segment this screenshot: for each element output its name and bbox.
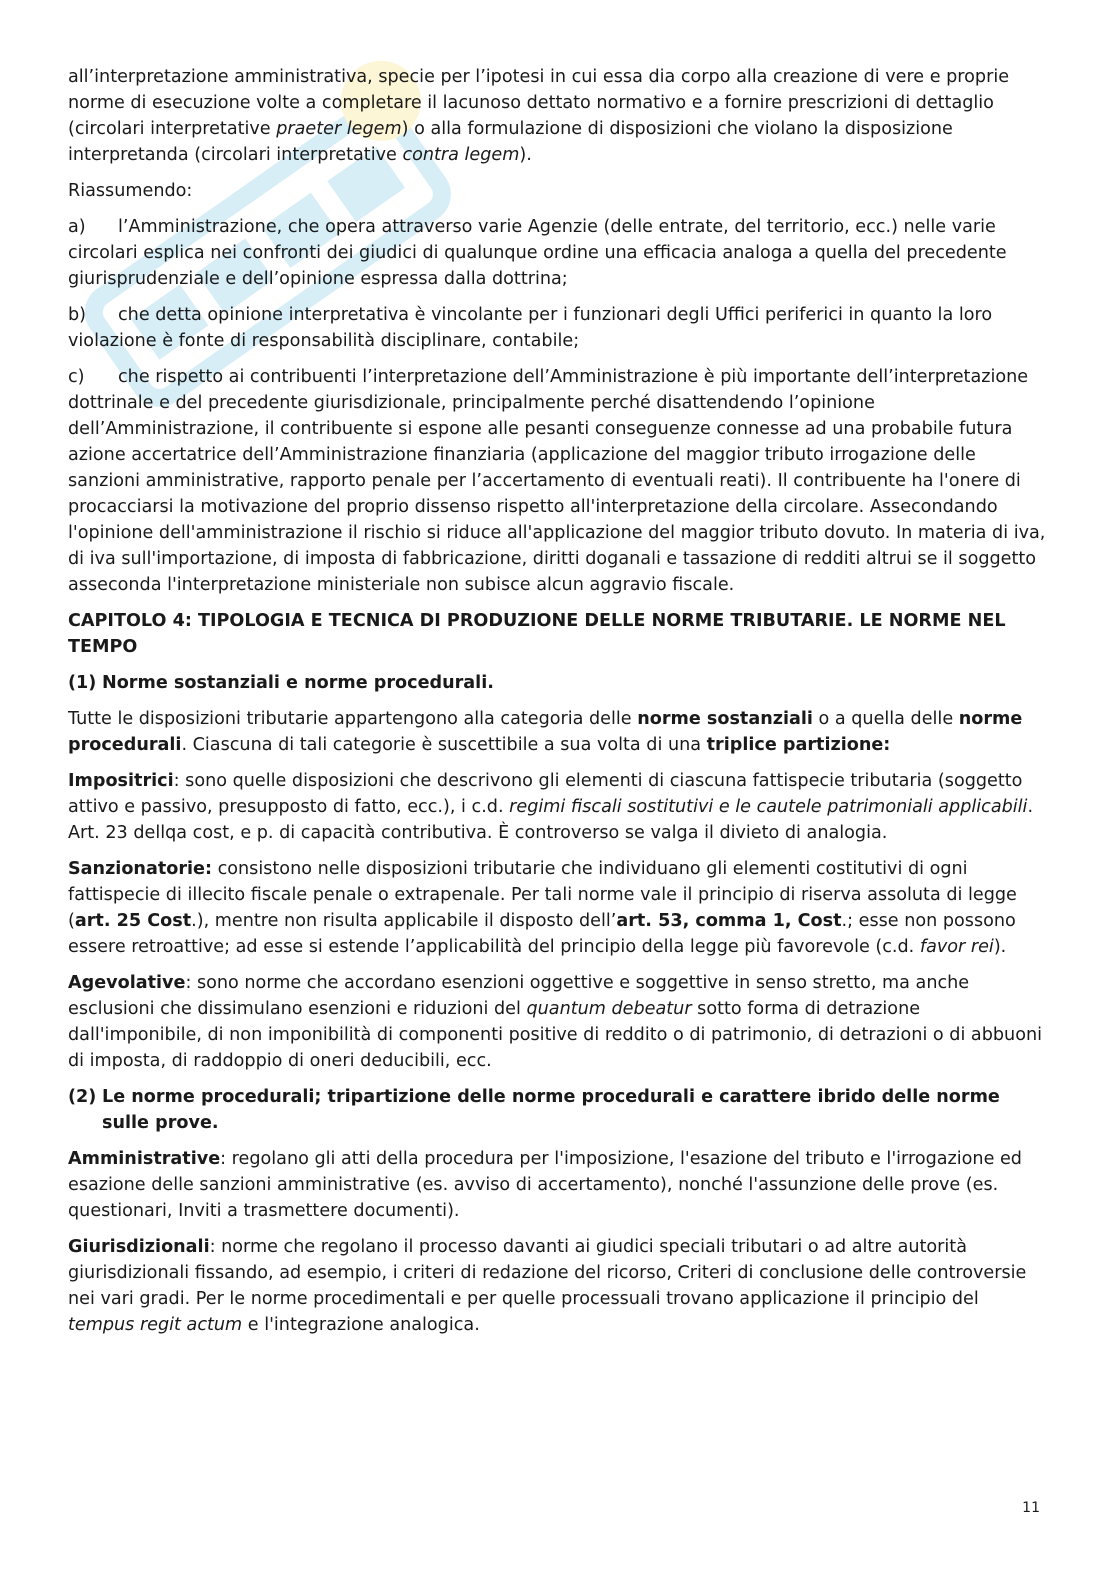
paragraph-agevolative: Agevolative: sono norme che accordano esenzioni oggettive e soggettive in senso stretto, ma anche esclusioni che dissimulano esenzioni e riduzioni del quantum debeatur sotto forma di detrazione dall'imponibile, di non imponibilità di componenti positive di reddito o di patrimonio, di detrazioni o di abbuoni di imposta, di raddoppio di oneri deducibili, ecc. — [68, 973, 1042, 1071]
paragraph-interpretazione: all’interpretazione amministrativa, specie per l’ipotesi in cui essa dia corpo alla creazione di vere e proprie norme di esecuzione volte a completare il lacunoso dettato normativo e a fornire prescrizioni di dettaglio (circolari interpretative praeter legem) o alla formulazione di disposizioni che violano la disposizione interpretanda (circolari interpretative contra legem). — [68, 67, 1010, 165]
section-2-heading: (2) Le norme procedurali; tripartizione delle norme procedurali e carattere ibrido delle norme sulle prove. — [68, 1087, 1000, 1133]
chapter-title: CAPITOLO 4: TIPOLOGIA E TECNICA DI PRODUZIONE DELLE NORME TRIBUTARIE. LE NORME NEL TEMPO — [68, 611, 1006, 657]
paragraph-intro: Tutte le disposizioni tributarie appartengono alla categoria delle norme sostanziali o a quella delle norme procedurali. Ciascuna di tali categorie è suscettibile a sua volta di una triplice partizione: — [68, 709, 1023, 755]
paragraph-giurisdizionali: Giurisdizionali: norme che regolano il processo davanti ai giudici speciali tributari o ad altre autorità giurisdizionali fissando, ad esempio, i criteri di redazione del ricorso, Criteri di conclusione delle controversie nei vari gradi. Per le norme procedimentali e per quelle processuali trovano applicazione il principio del tempus regit actum e l'integrazione analogica. — [68, 1237, 1027, 1335]
paragraph-amministrative: Amministrative: regolano gli atti della procedura per l'imposizione, l'esazione del tributo e l'irrogazione ed esazione delle sanzioni amministrative (es. avviso di accertamento), nonché l'assunzione delle prove (es. questionari, Inviti a trasmettere documenti). — [68, 1149, 1022, 1221]
page-number: 11 — [1022, 1500, 1040, 1516]
list-item-c: c) che rispetto ai contribuenti l’interpretazione dell’Amministrazione è più importante dell’interpretazione dottrinale e del precedente giurisdizionale, principalmente perché disattendendo l’opinione dell’Amministrazione, il contribuente si espone alle pesanti conseguenze connesse ad una probabile futura azione accertatrice dell’Amministrazione finanziaria (applicazione del maggior tributo irrogazione delle sanzioni amministrative, rapporto penale per l’accertamento di eventuali reati). Il contribuente ha l'onere di procacciarsi la motivazione del proprio dissenso rispetto all'interpretazione della circolare. Assecondando l'opinione dell'amministrazione il rischio si riduce all'applicazione del maggior tributo dovuto. In materia di iva, di iva sull'importazione, di imposta di fabbricazione, diritti doganali e tassazione di redditi altrui se il soggetto asseconda l'interpretazione ministeriale non subisce alcun aggravio fiscale. — [68, 367, 1046, 595]
paragraph-impositrici: Impositrici: sono quelle disposizioni che descrivono gli elementi di ciascuna fattispecie tributaria (soggetto attivo e passivo, presupposto di fatto, ecc.), i c.d. regimi fiscali sostitutivi e le cautele patrimoniali applicabili. Art. 23 dellqa cost, e p. di capacità contributiva. È controverso se valga il divieto di analogia. — [68, 771, 1034, 843]
document-body — [68, 64, 1048, 1348]
list-item-b: b) che detta opinione interpretativa è vincolante per i funzionari degli Uffici periferici in quanto la loro violazione è fonte di responsabilità disciplinare, contabile; — [68, 305, 993, 351]
paragraph-sanzionatorie: Sanzionatorie: consistono nelle disposizioni tributarie che individuano gli elementi costitutivi di ogni fattispecie di illecito fiscale penale o extrapenale. Per tali norme vale il principio di riserva assoluta di legge (art. 25 Cost.), mentre non risulta applicabile il disposto dell’art. 53, comma 1, Cost.; esse non possono essere retroattive; ad esse si estende l’applicabilità del principio della legge più favorevole (c.d. favor rei). — [68, 859, 1017, 957]
list-item-a: a) l’Amministrazione, che opera attraverso varie Agenzie (delle entrate, del territorio, ecc.) nelle varie circolari esplica nei confronti dei giudici di qualunque ordine una efficacia analoga a quella del precedente giurisprudenziale e dell’opinione espressa dalla dottrina; — [68, 217, 1007, 289]
riassumendo: Riassumendo: — [68, 181, 193, 201]
section-1-heading: (1) Norme sostanziali e norme procedurali. — [68, 673, 494, 693]
